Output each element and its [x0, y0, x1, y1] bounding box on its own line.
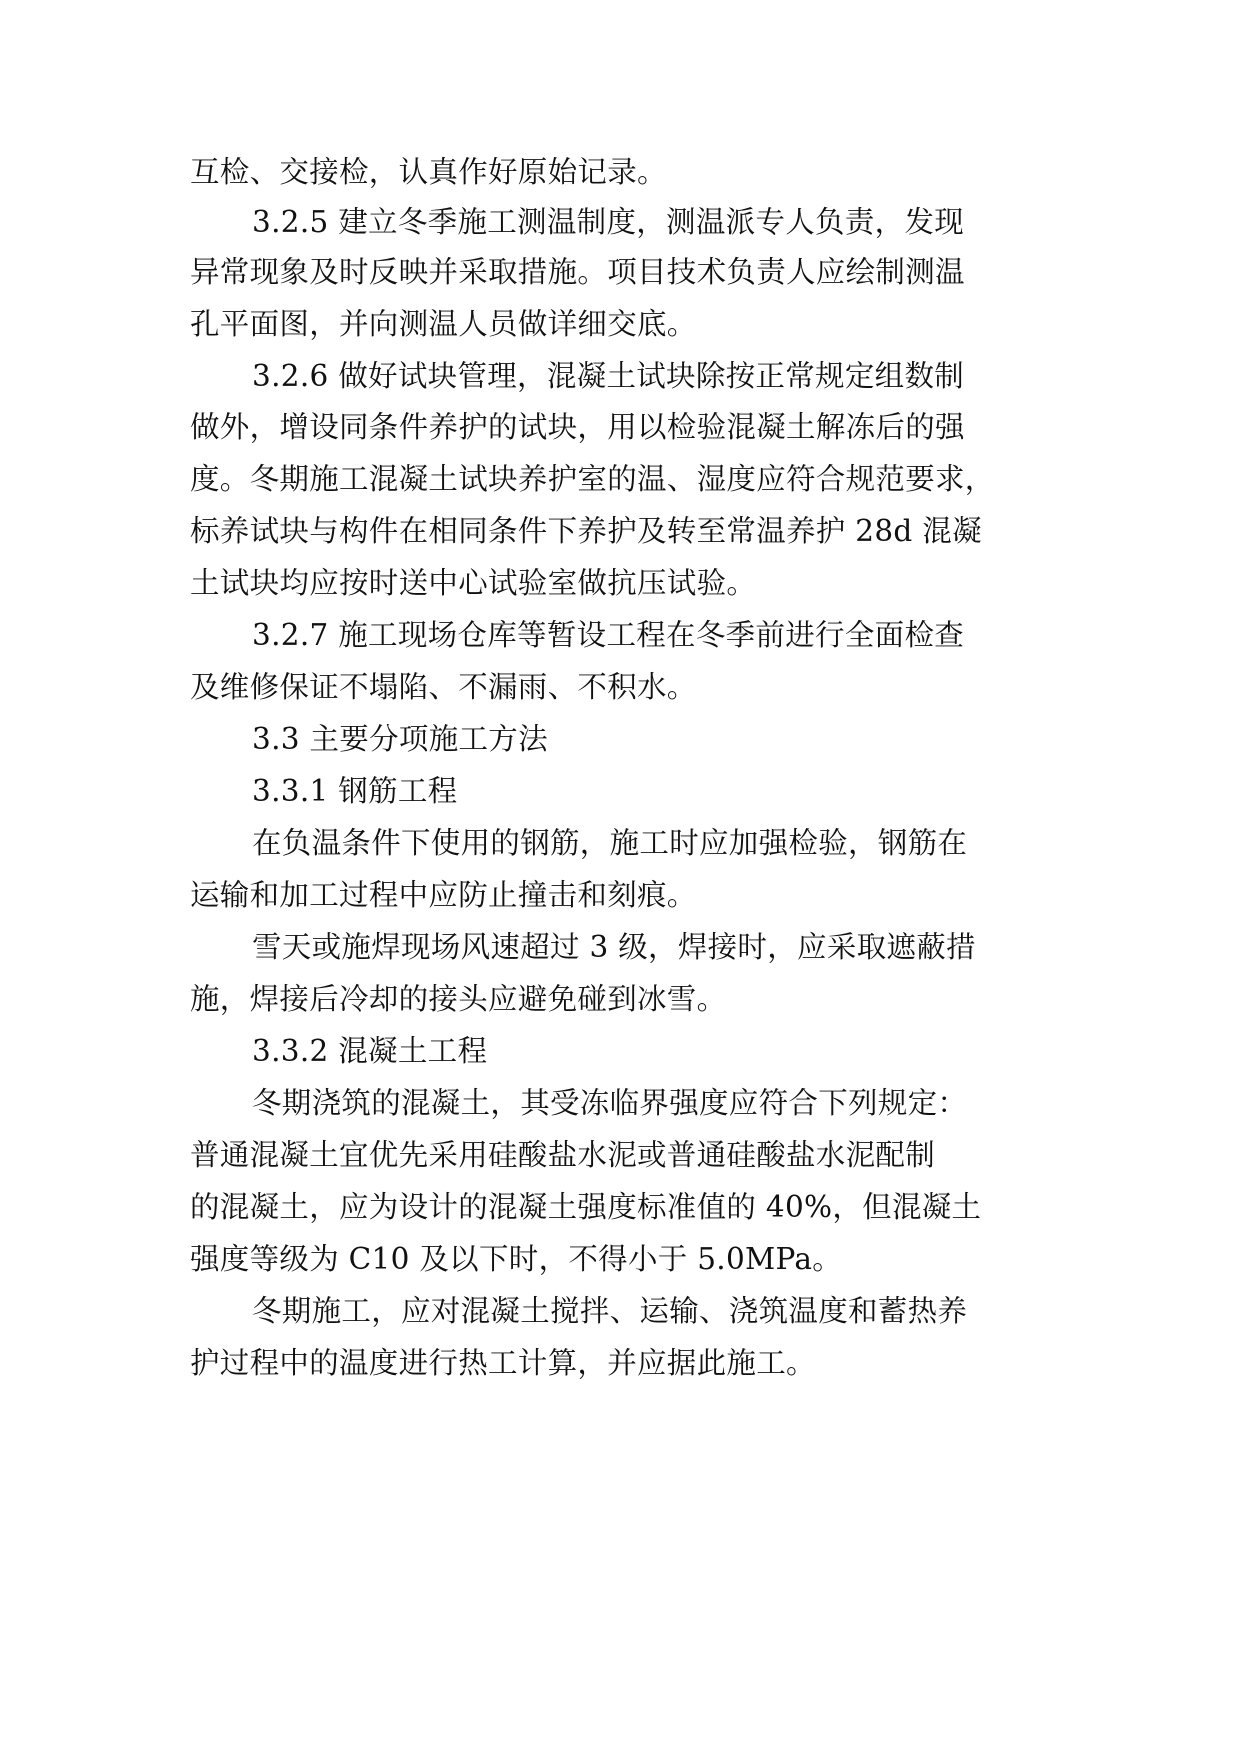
text-line: 冬期施工，应对混凝土搅拌、运输、浇筑温度和蓄热养	[252, 1294, 968, 1328]
text-line: 护过程中的温度进行热工计算，并应据此施工。	[190, 1346, 816, 1380]
subsection-heading: 3.3.1 钢筋工程	[252, 774, 458, 808]
text-line: 异常现象及时反映并采取措施。项目技术负责人应绘制测温	[190, 255, 965, 289]
text-line: 普通混凝土宜优先采用硅酸盐水泥或普通硅酸盐水泥配制	[190, 1138, 936, 1172]
text-line: 标养试块与构件在相同条件下养护及转至常温养护 28d 混凝	[190, 514, 982, 548]
text-line: 土试块均应按时送中心试验室做抗压试验。	[190, 566, 757, 600]
text-line: 雪天或施焊现场风速超过 3 级，焊接时，应采取遮蔽措	[252, 930, 976, 964]
text-line: 施，焊接后冷却的接头应避免碰到冰雪。	[190, 982, 727, 1016]
text-line: 强度等级为 C10 及以下时，不得小于 5.0MPa。	[190, 1242, 843, 1276]
text-line: 3.2.6 做好试块管理，混凝土试块除按正常规定组数制	[252, 359, 965, 393]
text-line: 的混凝土，应为设计的混凝土强度标准值的 40%，但混凝土	[190, 1190, 982, 1224]
text-line: 度。冬期施工混凝土试块养护室的温、湿度应符合规范要求，	[190, 462, 995, 496]
text-line: 孔平面图，并向测温人员做详细交底。	[190, 307, 697, 341]
text-line: 3.2.7 施工现场仓库等暂设工程在冬季前进行全面检查	[252, 618, 965, 652]
text-line: 互检、交接检，认真作好原始记录。	[190, 155, 667, 189]
text-line: 做外，增设同条件养护的试块，用以检验混凝土解冻后的强	[190, 410, 965, 444]
text-line: 3.2.5 建立冬季施工测温制度，测温派专人负责，发现	[252, 205, 965, 239]
text-line: 运输和加工过程中应防止撞击和刻痕。	[190, 878, 697, 912]
text-line: 在负温条件下使用的钢筋，施工时应加强检验，钢筋在	[252, 826, 968, 860]
section-heading: 3.3 主要分项施工方法	[252, 722, 548, 756]
subsection-heading: 3.3.2 混凝土工程	[252, 1034, 488, 1068]
text-line: 冬期浇筑的混凝土，其受冻临界强度应符合下列规定：	[252, 1086, 968, 1120]
text-line: 及维修保证不塌陷、不漏雨、不积水。	[190, 670, 697, 704]
